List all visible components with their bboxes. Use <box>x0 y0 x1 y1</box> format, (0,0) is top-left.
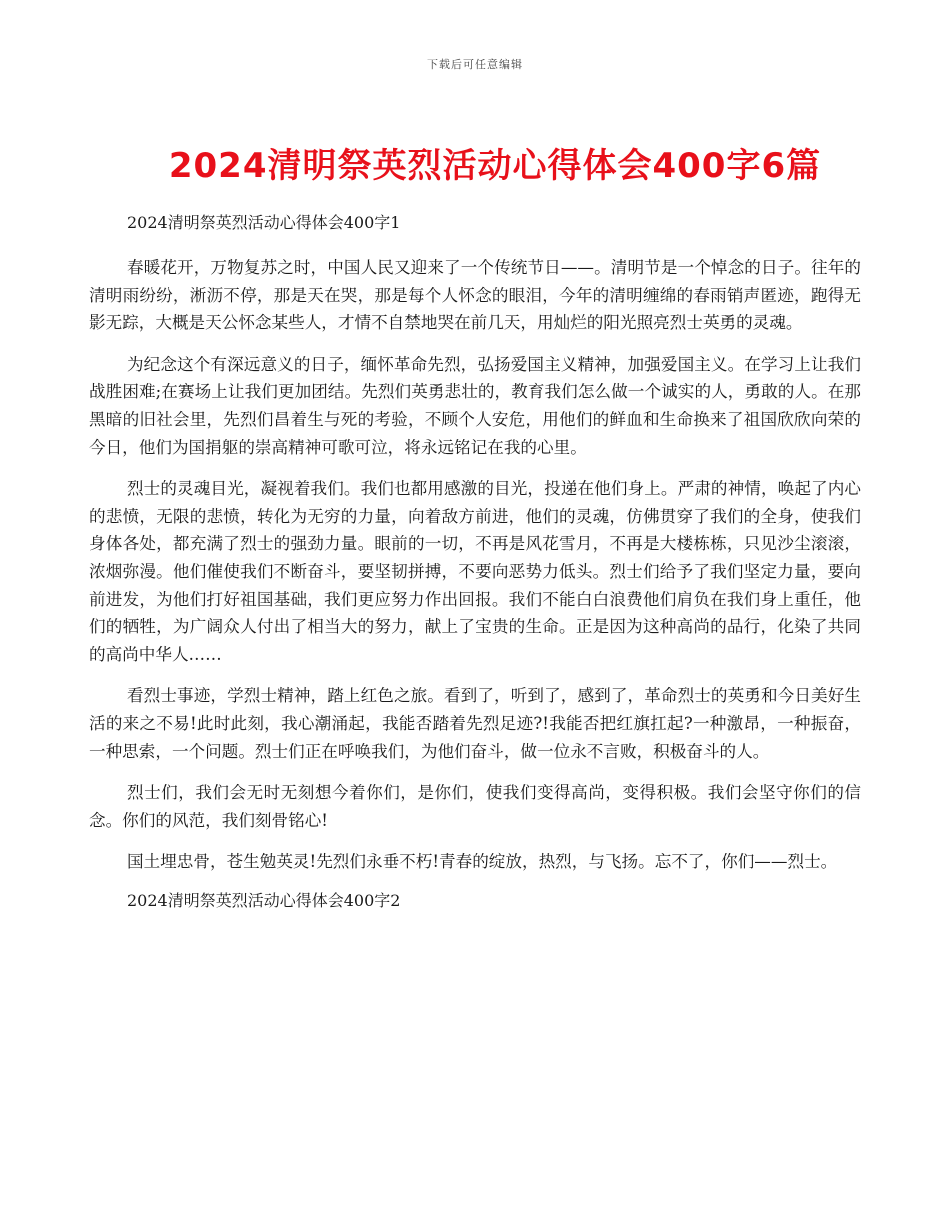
page-header-note: 下载后可任意编辑 <box>427 58 523 71</box>
paragraph-2: 为纪念这个有深远意义的日子，缅怀革命先烈，弘扬爱国主义精神，加强爱国主义。在学习上让我们战胜困难;在赛场上让我们更加团结。先烈们英勇悲壮的，教育我们怎么做一个诚实的人，勇敢的人。在那黑暗的旧社会里，先烈们昌着生与死的考验，不顾个人安危，用他们的鲜血和生命换来了祖国欣欣向荣的今日，他们为国捐躯的崇高精神可歌可泣，将永远铭记在我的心里。 <box>89 354 861 457</box>
paragraph-5: 烈士们，我们会无时无刻想今着你们，是你们，使我们变得高尚，变得积极。我们会坚守你们的信念。你们的风范，我们刻骨铭心! <box>89 783 861 830</box>
section-heading-2: 2024清明祭英烈活动心得体会400字2 <box>127 890 401 910</box>
paragraph-3: 烈士的灵魂目光，凝视着我们。我们也都用感激的目光，投递在他们身上。严肃的神情，唤起了内心的悲愤，无限的悲愤，转化为无穷的力量，向着敌方前进，他们的灵魂，仿佛贯穿了我们的全身，使我们身体各处，都充满了烈士的强劲力量。眼前的一切，不再是风花雪月，不再是大楼栋栋，只见沙尘滚滚，浓烟弥漫。他们催使我们不断奋斗，要坚韧拼搏，不要向恶势力低头。烈士们给予了我们坚定力量，要向前进发，为他们打好祖国基础，我们更应努力作出回报。我们不能白白浪费他们肩负在我们身上重任，他们的牺牲，为广阔众人付出了相当大的努力，献上了宝贵的生命。正是因为这种高尚的品行，化染了共同的高尚中华人…… <box>89 479 861 664</box>
section-heading-1: 2024清明祭英烈活动心得体会400字1 <box>127 213 401 232</box>
paragraph-1: 春暖花开，万物复苏之时，中国人民又迎来了一个传统节日——。清明节是一个悼念的日子。往年的清明雨纷纷，淅沥不停，那是天在哭，那是每个人怀念的眼泪，今年的清明缠绵的春雨销声匿迹，跑得无影无踪，大概是天公怀念某些人，才情不自禁地哭在前几天，用灿烂的阳光照亮烈士英勇的灵魂。 <box>89 258 861 333</box>
document-body <box>89 212 861 932</box>
paragraph-6: 国土埋忠骨，苍生勉英灵!先烈们永垂不朽!青春的绽放，热烈，与飞扬。忘不了，你们——烈士。 <box>127 852 838 872</box>
paragraph-4: 看烈士事迹，学烈士精神，踏上红色之旅。看到了，听到了，感到了，革命烈士的英勇和今日美好生活的来之不易!此时此刻，我心潮涌起，我能否踏着先烈足迹?!我能否把红旗扛起?一种激昂，一种振奋，一种思索，一个问题。烈士们正在呼唤我们，为他们奋斗，做一位永不言败，积极奋斗的人。 <box>89 686 861 761</box>
document-title: 2024清明祭英烈活动心得体会400字6篇 <box>168 146 822 186</box>
